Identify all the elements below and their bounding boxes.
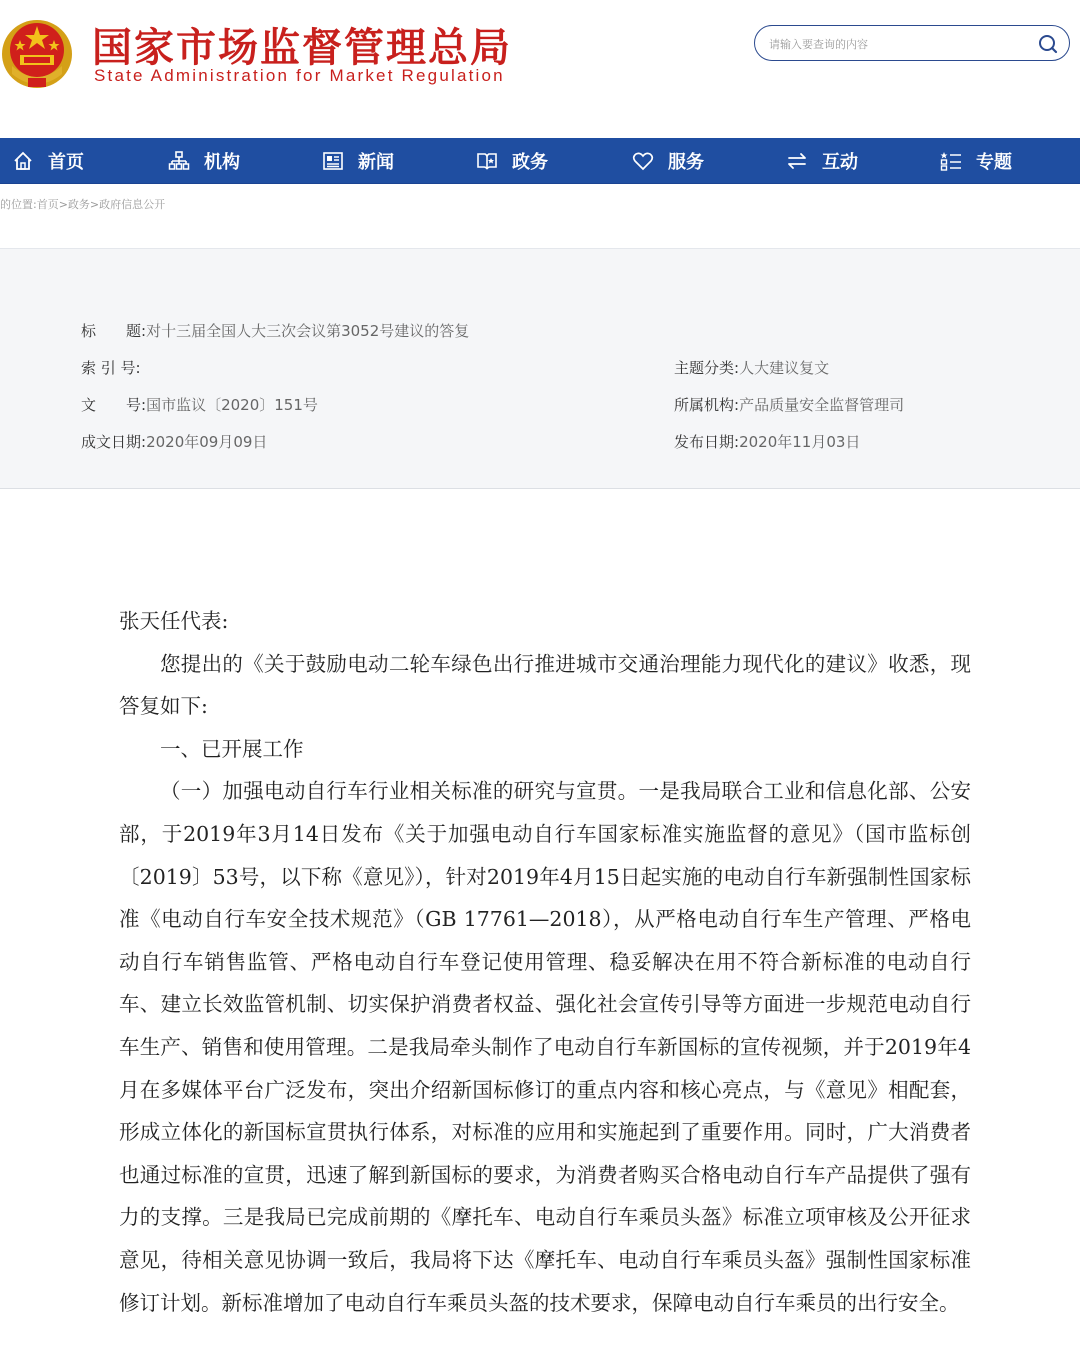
nav-label-news: 新闻 [358, 151, 394, 173]
nav-item-gov-affairs[interactable] [476, 138, 548, 183]
national-emblem-icon[interactable] [0, 10, 74, 90]
letter-salutation: 张天任代表: [119, 609, 229, 633]
exchange-arrows-icon [786, 150, 808, 172]
topic-list-icon [940, 150, 962, 172]
home-icon [12, 150, 34, 172]
main-nav [0, 138, 1080, 184]
meta-doc-no-value: 国市监议〔2020〕151号 [146, 396, 318, 414]
meta-doc-no-label: 文 号: [81, 396, 147, 414]
meta-publish-date [674, 431, 860, 452]
letter-paragraph: （一）加强电动自行车行业相关标准的研究与宣贯。一是我局联合工业和信息化部、公安部，于2019年3月14日发布《关于加强电动自行车国家标准实施监督的意见》（国市监标创〔2019〕53号，以下称《意见》），针对2019年4月15日起实施的电动自行车新强制性国家标准《电动自行车安全技术规范》（GB 17761—2018），从严格电动自行车生产管理、严格电动自行车销售监管、严格电动自行车登记使用管理、稳妥解决在用不符合新标准的电动自行车、建立长效监管机制、切实保护消费者权益、强化社会宣传引导等方面进一步规范电动自行车生产、销售和使用管理。二是我局牵头制作了电动自行车新国标的宣传视频，并于2019年4月在多媒体平台广泛发布，突出介绍新国标修订的重点内容和核心亮点，与《意见》相配套，形成立体化的新国标宣贯执行体系，对标准的应用和实施起到了重要作用。同时，广大消费者也通过标准的宣贯，迅速了解到新国标的要求，为消费者购买合格电动自行车产品提供了强有力的支撑。三是我局已完成前期的《摩托车、电动自行车乘员头盔》标准立项审核及公开征求意见，待相关意见协调一致后，我局将下达《摩托车、电动自行车乘员头盔》强制性国家标准修订计划。新标准增加了电动自行车乘员头盔的技术要求，保障电动自行车乘员的出行安全。 [119, 779, 971, 1315]
site-title-en[interactable]: State Administration for Market Regulation [94, 66, 505, 85]
meta-date [81, 431, 267, 452]
book-icon [476, 150, 498, 172]
meta-date-label: 成文日期: [81, 433, 147, 451]
document-meta-panel [0, 249, 1080, 489]
meta-category-value: 人大建议复文 [739, 359, 830, 377]
letter-body [119, 600, 971, 1324]
nav-item-org[interactable] [168, 138, 240, 183]
meta-category-label: 主题分类: [674, 359, 740, 377]
meta-index-label: 索 引 号: [81, 359, 141, 377]
letter-intro: 您提出的《关于鼓励电动二轮车绿色出行推进城市交通治理能力现代化的建议》收悉，现答复如下: [119, 651, 971, 719]
search-box[interactable] [754, 25, 1070, 61]
nav-item-news[interactable] [322, 138, 394, 183]
meta-publish-label: 发布日期: [674, 433, 740, 451]
search-icon[interactable] [1037, 33, 1059, 55]
meta-date-value: 2020年09月09日 [146, 433, 268, 451]
meta-title [81, 320, 469, 341]
meta-title-label: 标 题: [81, 322, 147, 340]
nav-label-gov-affairs: 政务 [512, 151, 548, 173]
nav-item-services[interactable] [632, 138, 704, 183]
nav-label-interaction: 互动 [822, 151, 858, 173]
search-input[interactable] [767, 32, 1031, 56]
meta-agency-label: 所属机构: [674, 396, 740, 414]
nav-item-home[interactable] [12, 138, 84, 183]
nav-item-interaction[interactable] [786, 138, 858, 183]
org-chart-icon [168, 150, 190, 172]
meta-category [674, 357, 829, 378]
nav-label-home: 首页 [48, 151, 84, 173]
site-header [0, 0, 1080, 138]
newspaper-icon [322, 150, 344, 172]
meta-title-value: 对十三届全国人大三次会议第3052号建议的答复 [146, 322, 470, 340]
meta-doc-no [81, 394, 318, 415]
meta-agency-value: 产品质量安全监督管理司 [739, 396, 905, 414]
letter-section-heading: 一、已开展工作 [160, 736, 304, 761]
meta-index [81, 357, 141, 378]
meta-publish-value: 2020年11月03日 [739, 433, 861, 451]
nav-label-services: 服务 [668, 151, 704, 173]
nav-label-org: 机构 [204, 151, 240, 173]
meta-agency [674, 394, 904, 415]
site-title-cn[interactable]: 国家市场监督管理总局 [92, 24, 512, 71]
nav-label-topics: 专题 [976, 151, 1012, 173]
nav-item-topics[interactable] [940, 138, 1012, 183]
breadcrumb[interactable]: 的位置:首页>政务>政府信息公开 [0, 198, 166, 211]
heart-icon [632, 150, 654, 172]
